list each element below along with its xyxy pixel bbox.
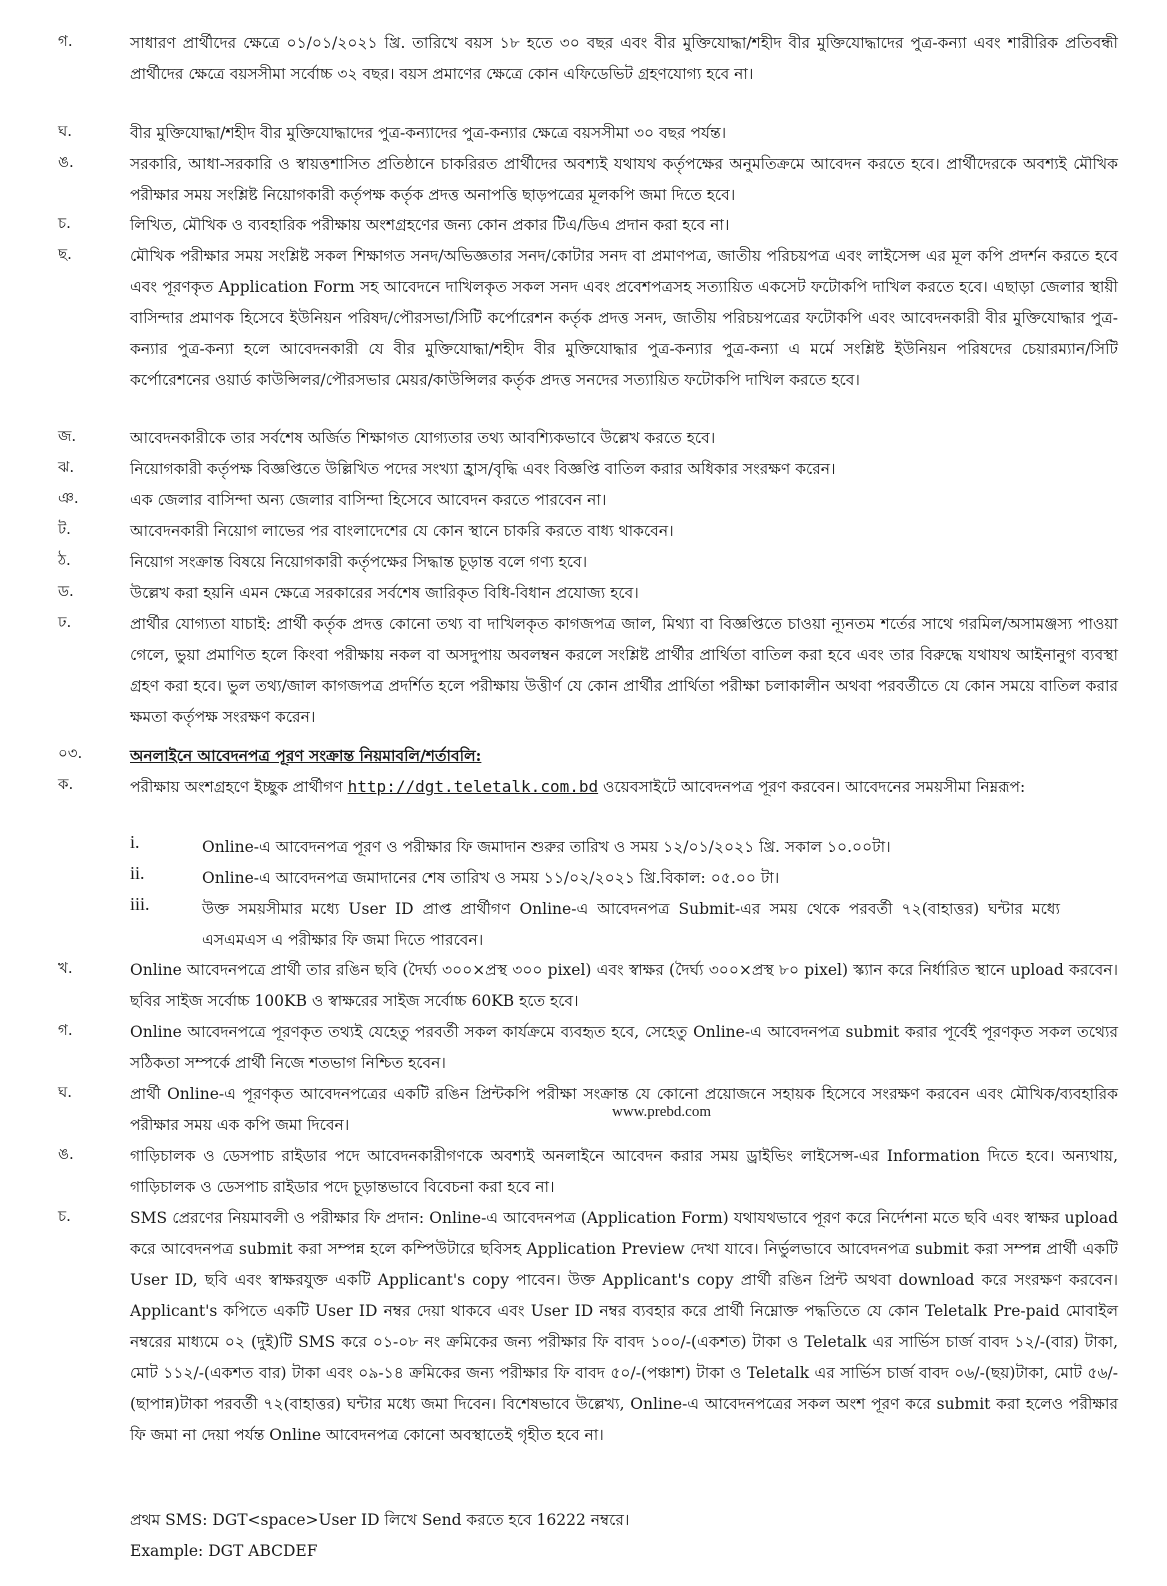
item-marker: চ. (58, 214, 71, 232)
watermark: www.prebd.com (612, 1104, 712, 1120)
item-marker: ঢ. (58, 613, 72, 631)
item-text: বীর মুক্তিযোদ্ধা/শহীদ বীর মুক্তিযোদ্ধাদের পুত্র-কন্যাদের পুত্র-কন্যার ক্ষেত্রে বয়সসীমা ৩০ বছর পর্যন্ত। (130, 124, 727, 142)
item-text: Online আবেদনপত্রে পূরণকৃত তথ্যই যেহেতু পরবর্তী সকল কার্যক্রমে ব্যবহৃত হবে, সেহেতু Online-এ আবেদনপত্র submit করার পূর্বেই পূরণকৃত সকল তথ্যের সঠিকতা সম্পর্কে প্রার্থী নিজে শতভাগ নিশ্চিত হবেন। (130, 1023, 1118, 1072)
subitem-marker: iii. (130, 894, 150, 914)
rule-tha (58, 547, 1118, 578)
subitem-ii (130, 863, 1060, 894)
item-marker: ঠ. (58, 551, 71, 569)
item-marker: ড. (58, 582, 74, 600)
rule-cha (58, 210, 1118, 241)
sms-first-instruction: প্রথম SMS: DGT<space>User ID লিখে Send করতে হবে 16222 নম্বরে। (130, 1511, 630, 1529)
item-text: প্রার্থী Online-এ পূরণকৃত আবেদনপত্রের একটি রঙিন প্রিন্টকপি পরীক্ষা সংক্রান্ত যে কোনো প্রয়োজনে সহায়ক হিসেবে সংরক্ষণ করবেন এবং মৌখিক/ব্যবহারিক পরীক্ষার সময় এক কপি জমা দিবেন। (130, 1085, 1118, 1134)
item-marker: ঙ. (58, 153, 74, 171)
subitem-marker: i. (130, 832, 140, 852)
item-text: সাধারণ প্রার্থীদের ক্ষেত্রে ০১/০১/২০২১ খ্রি. তারিখে বয়স ১৮ হতে ৩০ বছর এবং বীর মুক্তিযোদ্ধা/শহীদ বীর মুক্তিযোদ্ধাদের পুত্র-কন্যা এবং শারীরিক প্রতিবন্ধী প্রার্থীদের ক্ষেত্রে বয়সসীমা সর্বোচ্চ ৩২ বছর। বয়স প্রমাণের ক্ষেত্রে কোন এফিডেভিট গ্রহণযোগ্য হবে না। (130, 34, 1118, 83)
item-marker: ঙ. (58, 1145, 74, 1163)
item-text: SMS প্রেরণের নিয়মাবলী ও পরীক্ষার ফি প্রদান: Online-এ আবেদনপত্র (Application Form) যথাযথভাবে পূরণ করে নির্দেশনা মতে ছবি এবং স্বাক্ষর upload করে আবেদনপত্র submit করা সম্পন্ন হলে কম্পিউটারে ছবিসহ Application Preview দেখা যাবে। নির্ভুলভাবে আবেদনপত্র submit করা সম্পন্ন প্রার্থী একটি User ID, ছবি এবং স্বাক্ষরযুক্ত একটি Applicant's copy পাবেন। উক্ত Applicant's copy প্রার্থী রঙিন প্রিন্ট অথবা download করে সংরক্ষণ করবেন। Applicant's কপিতে একটি User ID নম্বর দেয়া থাকবে এবং User ID নম্বর ব্যবহার করে প্রার্থী নিম্নোক্ত পদ্ধতিতে যে কোন Teletalk Pre-paid মোবাইল নম্বরের মাধ্যমে ০২ (দুই)টি SMS করে ০১-০৮ নং ক্রমিকের জন্য পরীক্ষার ফি বাবদ ১০০/-(একশত) টাকা ও Teletalk এর সার্ভিস চার্জ বাবদ ১২/-(বার) টাকা, মোট ১১২/-(একশত বার) টাকা এবং ০৯-১৪ ক্রমিকের জন্য পরীক্ষার ফি বাবদ ৫০/-(পঞ্চাশ) টাকা ও Teletalk এর সার্ভিস চার্জ বাবদ ০৬/-(ছয়)টাকা, মোট ৫৬/-(ছাপান্ন)টাকা পরবর্তী ৭২(বাহাত্তর) ঘন্টার মধ্যে জমা দিবেন। বিশেষভাবে উল্লেখ্য, Online-এ আবেদনপত্রের সকল অংশ পূরণ করে submit করা হলেও পরীক্ষার ফি জমা না দেয়া পর্যন্ত Online আবেদনপত্র কোনো অবস্থাতেই গৃহীত হবে না। (130, 1209, 1118, 1444)
rule-cha-2 (58, 1203, 1118, 1513)
website-link[interactable]: http://dgt.teletalk.com.bd (347, 777, 599, 796)
section-heading: অনলাইনে আবেদনপত্র পূরণ সংক্রান্ত নিয়মাবলি/শর্তাবলি: (130, 746, 482, 765)
item-text: লিখিত, মৌখিক ও ব্যবহারিক পরীক্ষায় অংশগ্রহণের জন্য কোন প্রকার টিএ/ডিএ প্রদান করা হবে না। (130, 216, 730, 234)
rule-nya (58, 485, 1118, 516)
ka-text-after: ওয়েবসাইটে আবেদনপত্র পূরণ করবেন। আবেদনের সময়সীমা নিম্নরূপ: (603, 778, 1026, 796)
sms-example: Example: DGT ABCDEF (130, 1542, 318, 1560)
ka-text-before: পরীক্ষায় অংশগ্রহণে ইচ্ছুক প্রার্থীগণ (130, 778, 343, 796)
item-marker: ট. (58, 520, 71, 538)
subitem-text: উক্ত সময়সীমার মধ্যে User ID প্রাপ্ত প্রার্থীগণ Online-এ আবেদনপত্র Submit-এর সময় থেকে পরবর্তী ৭২(বাহাত্তর) ঘন্টার মধ্যে এসএমএস এ পরীক্ষার ফি জমা দিতে পারবেন। (202, 900, 1060, 949)
rule-jha (58, 454, 1118, 485)
rule-da (58, 578, 1118, 609)
item-marker: গ. (58, 32, 73, 50)
rule-gha (58, 118, 1118, 149)
item-marker: ঝ. (58, 458, 75, 476)
item-text: এক জেলার বাসিন্দা অন্য জেলার বাসিন্দা হিসেবে আবেদন করতে পারবেন না। (130, 491, 607, 509)
section-marker: ০৩. (58, 744, 83, 762)
rule-uma-2 (58, 1141, 1118, 1203)
item-marker: ঞ. (58, 489, 79, 507)
item-text: নিয়োগ সংক্রান্ত বিষয়ে নিয়োগকারী কর্তৃপক্ষের সিদ্ধান্ত চূড়ান্ত বলে গণ্য হবে। (130, 553, 588, 571)
item-marker: ছ. (58, 245, 72, 263)
item-text: আবেদনকারীকে তার সর্বশেষ অর্জিত শিক্ষাগত যোগ্যতার তথ্য আবশ্যিকভাবে উল্লেখ করতে হবে। (130, 429, 716, 447)
item-text: উল্লেখ করা হয়নি এমন ক্ষেত্রে সরকারের সর্বশেষ জারিকৃত বিধি-বিধান প্রযোজ্য হবে। (130, 584, 639, 602)
rule-ka (58, 771, 1118, 833)
subitem-marker: ii. (130, 863, 145, 883)
item-marker: খ. (58, 959, 73, 977)
item-marker: ক. (58, 775, 74, 793)
item-marker: ঘ. (58, 1083, 73, 1101)
rule-ta (58, 516, 1118, 547)
rule-ga-2 (58, 1017, 1118, 1079)
rule-uma (58, 149, 1118, 211)
rule-chha (58, 241, 1118, 427)
subitem-text: Online-এ আবেদনপত্র জমাদানের শেষ তারিখ ও সময় ১১/০২/২০২১ খ্রি.বিকাল: ০৫.০০ টা। (202, 869, 780, 887)
item-text: প্রার্থীর যোগ্যতা যাচাই: প্রার্থী কর্তৃক প্রদত্ত কোনো তথ্য বা দাখিলকৃত কাগজপত্র জাল, মিথ্যা বা বিজ্ঞপ্তিতে চাওয়া ন্যূনতম শর্তের সাথে গরমিল/অসামঞ্জস্য পাওয়া গেলে, ভুয়া প্রমাণিত হলে কিংবা পরীক্ষায় নকল বা অসদুপায় অবলম্বন করলে সংশ্লিষ্ট প্রার্থীর প্রার্থিতা বাতিল করা হবে এবং তার বিরুদ্ধে যথাযথ আইনানুগ ব্যবস্থা গ্রহণ করা হবে। ভুল তথ্য/জাল কাগজপত্র প্রদর্শিত হলে পরীক্ষায় উত্তীর্ণ যে কোন প্রার্থীর প্রার্থিতা পরীক্ষা চলাকালীন অথবা পরবর্তীতে যে কোন সময়ে বাতিল করার ক্ষমতা কর্তৃপক্ষ সংরক্ষণ করেন। (130, 615, 1118, 726)
rule-gha-2 (58, 1079, 1118, 1141)
item-text: গাড়িচালক ও ডেসপাচ রাইডার পদে আবেদনকারীগণকে অবশ্যই অনলাইনে আবেদন করার সময় ড্রাইভিং লাইসেন্স-এর Information দিতে হবে। অন্যথায়, গাড়িচালক ও ডেসপাচ রাইডার পদে চূড়ান্তভাবে বিবেচনা করা হবে না। (130, 1147, 1118, 1196)
item-text: Online আবেদনপত্রে প্রার্থী তার রঙিন ছবি (দৈর্ঘ্য ৩০০×প্রস্থ ৩০০ pixel) এবং স্বাক্ষর (দৈর্ঘ্য ৩০০×প্রস্থ ৮০ pixel) স্ক্যান করে নির্ধারিত স্থানে upload করবেন। ছবির সাইজ সর্বোচ্চ 100KB ও স্বাক্ষরের সাইজ সর্বোচ্চ 60KB হতে হবে। (130, 961, 1118, 1010)
section-03-header (58, 740, 1118, 771)
item-text: মৌখিক পরীক্ষার সময় সংশ্লিষ্ট সকল শিক্ষাগত সনদ/অভিজ্ঞতার সনদ/কোটার সনদ বা প্রমাণপত্র, জাতীয় পরিচয়পত্র এবং লাইসেন্স এর মূল কপি প্রদর্শন করতে হবে এবং পূরণকৃত Application Form সহ আবেদনে দাখিলকৃত সকল সনদ এবং প্রবেশপত্রসহ সত্যায়িত একসেট ফটোকপি দাখিল করতে হবে। এছাড়া জেলার স্থায়ী বাসিন্দার প্রমাণক হিসেবে ইউনিয়ন পরিষদ/পৌরসভা/সিটি কর্পোরেশন কর্তৃক প্রদত্ত সনদ, জাতীয় পরিচয়পত্রের ফটোকপি এবং আবেদনকারী বীর মুক্তিযোদ্ধার পুত্র-কন্যার পুত্র-কন্যা হলে আবেদনকারী যে বীর মুক্তিযোদ্ধা/শহীদ বীর মুক্তিযোদ্ধার পুত্র-কন্যার পুত্র-কন্যা এ মর্মে সংশ্লিষ্ট ইউনিয়ন পরিষদের চেয়ারম্যান/সিটি কর্পোরেশনের ওয়ার্ড কাউন্সিলর/পৌরসভার মেয়র/কাউন্সিলর কর্তৃক প্রদত্ত সনদের সত্যায়িত ফটোকপি দাখিল করতে হবে। (130, 247, 1118, 389)
subitem-i (130, 832, 1060, 863)
subitem-iii (130, 894, 1060, 956)
subitem-text: Online-এ আবেদনপত্র পূরণ ও পরীক্ষার ফি জমাদান শুরুর তারিখ ও সময় ১২/০১/২০২১ খ্রি. সকাল ১০.০০টা। (202, 838, 891, 856)
rule-ga (58, 28, 1118, 90)
item-marker: গ. (58, 1021, 73, 1039)
item-text: সরকারি, আধা-সরকারি ও স্বায়ত্তশাসিত প্রতিষ্ঠানে চাকরিরত প্রার্থীদের অবশ্যই যথাযথ কর্তৃপক্ষের অনুমতিক্রমে আবেদন করতে হবে। প্রার্থীদেরকে অবশ্যই মৌখিক পরীক্ষার সময় সংশ্লিষ্ট নিয়োগকারী কর্তৃপক্ষ কর্তৃক প্রদত্ত অনাপত্তি ছাড়পত্রের মূলকপি জমা দিতে হবে। (130, 155, 1118, 204)
item-marker: জ. (58, 427, 77, 445)
item-marker: চ. (58, 1207, 71, 1225)
item-text: আবেদনকারী নিয়োগ লাভের পর বাংলাদেশের যে কোন স্থানে চাকরি করতে বাধ্য থাকবেন। (130, 522, 674, 540)
item-marker: ঘ. (58, 122, 73, 140)
rule-kha (58, 955, 1118, 1017)
rule-ja (58, 423, 1118, 454)
item-text: নিয়োগকারী কর্তৃপক্ষ বিজ্ঞপ্তিতে উল্লিখিত পদের সংখ্যা হ্রাস/বৃদ্ধি এবং বিজ্ঞপ্তি বাতিল করার অধিকার সংরক্ষণ করেন। (130, 460, 836, 478)
rule-dha (58, 609, 1118, 733)
